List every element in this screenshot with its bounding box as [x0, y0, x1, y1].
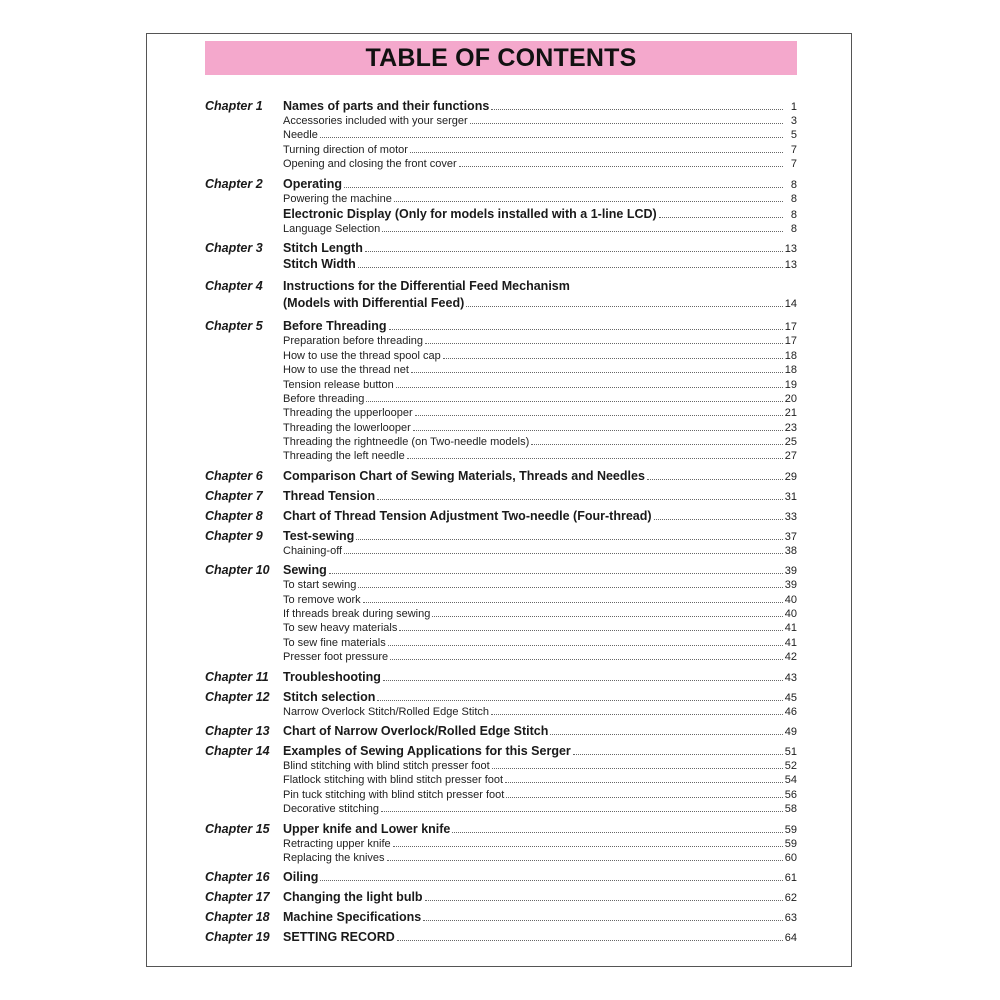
toc-chapter	[205, 869, 797, 885]
chapter-entries	[283, 488, 797, 504]
page-number: 45	[784, 691, 797, 704]
chapter-entries	[283, 176, 797, 237]
toc-section	[283, 869, 797, 885]
dot-leader	[393, 846, 783, 847]
page-number: 52	[784, 759, 797, 772]
toc-subsection	[283, 143, 797, 157]
dot-leader	[452, 832, 782, 833]
dot-leader	[647, 479, 783, 480]
chapter-label: Chapter 7	[205, 488, 263, 503]
page-number: 40	[784, 593, 797, 606]
dot-leader	[491, 714, 783, 715]
toc-subsection	[283, 435, 797, 449]
entry-title: Operating	[283, 176, 343, 191]
page-number: 49	[784, 725, 797, 738]
chapter-label: Chapter 16	[205, 870, 270, 885]
toc-subsection	[283, 421, 797, 435]
dot-leader	[388, 645, 783, 646]
dot-leader	[320, 137, 783, 138]
toc-section	[283, 240, 797, 256]
chapter-label: Chapter 13	[205, 723, 270, 738]
page-number: 62	[784, 892, 797, 905]
entry-title: Machine Specifications	[283, 910, 422, 925]
entry-title: Changing the light bulb	[283, 890, 423, 905]
chapter-entries	[283, 318, 797, 464]
page-number: 41	[784, 622, 797, 635]
entry-title: Presser foot pressure	[283, 651, 389, 664]
toc-chapter	[205, 821, 797, 866]
page-number: 17	[784, 335, 797, 348]
entry-title: Powering the machine	[283, 192, 392, 205]
chapter-entries	[283, 889, 797, 905]
chapter-entries	[283, 528, 797, 558]
toc-section	[283, 689, 797, 705]
toc-section	[283, 723, 797, 739]
document-page	[146, 33, 852, 967]
toc-chapter	[205, 889, 797, 905]
entry-title: Chaining-off	[283, 544, 343, 557]
dot-leader	[531, 444, 783, 445]
entry-title: Chart of Narrow Overlock/Rolled Edge Stitch	[283, 723, 549, 738]
toc-subsection	[283, 222, 797, 236]
dot-leader	[377, 499, 783, 500]
entry-title: Tension release button	[283, 378, 394, 391]
chapter-label: Chapter 8	[205, 508, 263, 523]
dot-leader	[413, 430, 783, 431]
dot-leader	[491, 109, 783, 110]
toc-section	[283, 508, 797, 524]
dot-leader	[425, 343, 783, 344]
dot-leader	[459, 166, 783, 167]
entry-title: Chart of Thread Tension Adjustment Two-needle (Four-thread)	[283, 508, 652, 523]
toc-chapter	[205, 318, 797, 464]
toc-section	[283, 743, 797, 759]
toc-chapter	[205, 98, 797, 172]
chapter-entries	[283, 869, 797, 885]
page-number: 5	[790, 129, 797, 142]
toc-section	[283, 889, 797, 905]
page-number: 33	[784, 510, 797, 523]
page-number: 46	[784, 705, 797, 718]
dot-leader	[443, 358, 783, 359]
toc-subsection	[283, 705, 797, 719]
dot-leader	[659, 217, 783, 218]
entry-title: Stitch selection	[283, 689, 376, 704]
entry-title: To sew heavy materials	[283, 622, 398, 635]
chapter-label: Chapter 17	[205, 890, 270, 905]
toc-chapter	[205, 909, 797, 925]
toc-subsection	[283, 334, 797, 348]
chapter-entries	[283, 689, 797, 719]
page-number: 43	[784, 671, 797, 684]
toc-subsection	[283, 802, 797, 816]
chapter-entries	[283, 909, 797, 925]
entry-title: Comparison Chart of Sewing Materials, Threads and Needles	[283, 468, 645, 483]
page-number: 42	[784, 651, 797, 664]
toc-chapter	[205, 176, 797, 237]
toc-subsection	[283, 363, 797, 377]
page-number: 40	[784, 608, 797, 621]
page-number: 1	[790, 101, 797, 113]
page-number: 51	[784, 745, 797, 758]
chapter-entries	[283, 98, 797, 172]
chapter-entries	[283, 743, 797, 817]
entry-title: Test-sewing	[283, 528, 355, 543]
toc-chapter	[205, 929, 797, 945]
dot-leader	[492, 768, 783, 769]
entry-title: Threading the lowerlooper	[283, 421, 411, 434]
dot-leader	[423, 920, 783, 921]
chapter-label: Chapter 3	[205, 241, 263, 256]
entry-title: Stitch Length	[283, 241, 363, 256]
entry-title: Stitch Width	[283, 257, 356, 272]
dot-leader	[358, 587, 782, 588]
page-number: 54	[784, 774, 797, 787]
page-number: 39	[784, 565, 797, 578]
toc-subsection	[283, 578, 797, 592]
toc-section	[283, 206, 797, 222]
toc-subsection	[283, 621, 797, 635]
chapter-label: Chapter 15	[205, 821, 270, 836]
toc-chapter	[205, 278, 797, 312]
entry-title: Pin tuck stitching with blind stitch presser foot	[283, 788, 505, 801]
page-number: 17	[784, 321, 797, 334]
page-number: 39	[784, 579, 797, 592]
entry-title: Decorative stitching	[283, 803, 379, 816]
page-number: 27	[784, 450, 797, 463]
chapter-entries	[283, 278, 797, 312]
dot-leader	[366, 401, 782, 402]
toc-chapter	[205, 723, 797, 739]
toc-section	[283, 256, 797, 272]
page-number: 3	[790, 115, 797, 127]
dot-leader	[381, 811, 783, 812]
toc-chapter	[205, 240, 797, 272]
toc-section	[283, 909, 797, 925]
entry-title: Opening and closing the front cover	[283, 158, 457, 171]
chapter-entries	[283, 723, 797, 739]
toc-subsection	[283, 449, 797, 463]
toc-subsection	[283, 759, 797, 773]
chapter-entries	[283, 562, 797, 664]
page-number: 8	[790, 192, 797, 205]
entry-title: (Models with Differential Feed)	[283, 296, 465, 311]
page-title: TABLE OF CONTENTS	[365, 43, 637, 72]
toc-section	[283, 488, 797, 504]
chapter-entries	[283, 821, 797, 866]
toc-subsection	[283, 788, 797, 802]
page-number: 29	[784, 470, 797, 483]
toc-subsection	[283, 593, 797, 607]
chapter-entries	[283, 240, 797, 272]
dot-leader	[432, 616, 782, 617]
page-number: 18	[784, 364, 797, 377]
page-number: 58	[784, 803, 797, 816]
chapter-label: Chapter 11	[205, 669, 269, 684]
dot-leader	[344, 187, 783, 188]
toc-section	[283, 295, 797, 312]
chapter-label: Chapter 4	[205, 279, 263, 294]
toc-subsection	[283, 851, 797, 865]
toc-subsection	[283, 650, 797, 664]
page-number: 25	[784, 436, 797, 449]
dot-leader	[654, 519, 783, 520]
dot-leader	[377, 700, 782, 701]
dot-leader	[466, 306, 782, 307]
dot-leader	[320, 880, 782, 881]
dot-leader	[506, 797, 782, 798]
page-number: 60	[784, 851, 797, 864]
dot-leader	[358, 267, 783, 268]
chapter-entries	[283, 508, 797, 524]
entry-title: Thread Tension	[283, 488, 376, 503]
dot-leader	[329, 573, 783, 574]
page-number: 13	[784, 259, 797, 272]
chapter-label: Chapter 18	[205, 910, 270, 925]
page-number: 13	[784, 243, 797, 256]
chapter-entries	[283, 468, 797, 484]
chapter-label: Chapter 1	[205, 99, 263, 113]
dot-leader	[415, 415, 783, 416]
toc-section	[283, 468, 797, 484]
chapter-label: Chapter 10	[205, 563, 270, 578]
dot-leader	[410, 152, 783, 153]
entry-title: Turning direction of motor	[283, 143, 408, 156]
chapter-label: Chapter 6	[205, 468, 263, 483]
entry-title: SETTING RECORD	[283, 930, 395, 945]
toc-chapter	[205, 528, 797, 558]
entry-title: Before threading	[283, 392, 365, 405]
page-number: 37	[784, 530, 797, 543]
entry-title: Threading the rightneedle (on Two-needle models)	[283, 436, 530, 449]
page-number: 23	[784, 421, 797, 434]
toc-section	[283, 669, 797, 685]
toc-subsection	[283, 114, 797, 128]
toc-chapter	[205, 508, 797, 524]
dot-leader	[383, 680, 783, 681]
dot-leader	[396, 387, 783, 388]
chapter-label: Chapter 19	[205, 930, 270, 945]
toc-section	[283, 278, 797, 295]
title-banner	[205, 41, 797, 75]
page-number: 59	[784, 837, 797, 850]
page-number: 31	[784, 490, 797, 503]
dot-leader	[356, 539, 782, 540]
toc-section	[283, 98, 797, 114]
toc-subsection	[283, 157, 797, 171]
entry-title: To start sewing	[283, 579, 357, 592]
entry-title: To remove work	[283, 593, 361, 606]
toc-subsection	[283, 544, 797, 558]
toc-section	[283, 821, 797, 837]
entry-title: Before Threading	[283, 319, 387, 334]
entry-title: Flatlock stitching with blind stitch presser foot	[283, 774, 504, 787]
toc-subsection	[283, 607, 797, 621]
entry-title: If threads break during sewing	[283, 608, 431, 621]
dot-leader	[363, 602, 783, 603]
page-number: 59	[784, 823, 797, 836]
page-number: 56	[784, 788, 797, 801]
entry-title: Threading the upperlooper	[283, 407, 413, 420]
dot-leader	[505, 782, 783, 783]
entry-title: Language Selection	[283, 222, 381, 235]
page-number: 8	[790, 178, 797, 191]
dot-leader	[407, 458, 783, 459]
entry-title: Oiling	[283, 870, 319, 885]
toc-subsection	[283, 378, 797, 392]
page-number: 21	[784, 407, 797, 420]
dot-leader	[387, 860, 783, 861]
dot-leader	[397, 940, 783, 941]
dot-leader	[390, 659, 783, 660]
entry-title: Upper knife and Lower knife	[283, 821, 451, 836]
dot-leader	[399, 630, 782, 631]
page-number: 18	[784, 349, 797, 362]
toc-chapter	[205, 562, 797, 664]
entry-title: Needle	[283, 129, 318, 142]
entry-title: Replacing the knives	[283, 851, 385, 864]
dot-leader	[365, 251, 783, 252]
entry-title: Retracting upper knife	[283, 837, 391, 850]
dot-leader	[382, 231, 783, 232]
chapter-label: Chapter 12	[205, 689, 270, 704]
entry-title: Preparation before threading	[283, 335, 424, 348]
entry-title: Examples of Sewing Applications for this Serger	[283, 743, 571, 758]
chapter-label: Chapter 2	[205, 176, 263, 191]
toc-section	[283, 929, 797, 945]
entry-title: Threading the left needle	[283, 450, 405, 463]
toc-chapter	[205, 743, 797, 817]
toc-chapter	[205, 488, 797, 504]
page-number: 61	[784, 872, 797, 885]
toc-subsection	[283, 192, 797, 206]
page-number: 8	[790, 208, 797, 221]
dot-leader	[394, 201, 783, 202]
entry-title: Accessories included with your serger	[283, 115, 468, 127]
dot-leader	[573, 754, 783, 755]
chapter-label: Chapter 14	[205, 743, 270, 758]
entry-title: Electronic Display (Only for models installed with a 1-line LCD)	[283, 206, 657, 221]
entry-title: To sew fine materials	[283, 636, 386, 649]
page-number: 7	[790, 158, 797, 171]
entry-title: Names of parts and their functions	[283, 99, 490, 113]
toc-subsection	[283, 837, 797, 851]
page-number: 8	[790, 222, 797, 235]
entry-title: Blind stitching with blind stitch presser foot	[283, 759, 490, 772]
dot-leader	[411, 372, 783, 373]
page-number: 63	[784, 912, 797, 925]
page-number: 19	[784, 378, 797, 391]
dot-leader	[550, 734, 782, 735]
entry-title: How to use the thread net	[283, 364, 409, 377]
toc-section	[283, 528, 797, 544]
page-number: 14	[784, 298, 797, 311]
chapter-label: Chapter 9	[205, 528, 263, 543]
page-number: 64	[784, 932, 797, 945]
page-number: 7	[790, 143, 797, 156]
entry-title: Narrow Overlock Stitch/Rolled Edge Stitch	[283, 705, 490, 718]
toc-subsection	[283, 392, 797, 406]
toc-section	[283, 176, 797, 192]
chapter-entries	[283, 929, 797, 945]
entry-title: Sewing	[283, 563, 327, 578]
page-number: 41	[784, 636, 797, 649]
entry-title: How to use the thread spool cap	[283, 349, 441, 362]
dot-leader	[425, 900, 783, 901]
dot-leader	[470, 123, 783, 124]
entry-title: Instructions for the Differential Feed Mechanism	[283, 279, 570, 294]
dot-leader	[389, 329, 783, 330]
chapter-entries	[283, 669, 797, 685]
toc-subsection	[283, 406, 797, 420]
toc-chapter	[205, 689, 797, 719]
toc-subsection	[283, 636, 797, 650]
table-of-contents	[205, 94, 797, 945]
page-number: 38	[784, 544, 797, 557]
page-number: 20	[784, 392, 797, 405]
chapter-label: Chapter 5	[205, 319, 263, 334]
toc-subsection	[283, 349, 797, 363]
toc-section	[283, 562, 797, 578]
entry-title: Troubleshooting	[283, 669, 381, 684]
toc-section	[283, 318, 797, 334]
dot-leader	[344, 553, 783, 554]
toc-subsection	[283, 773, 797, 787]
toc-chapter	[205, 669, 797, 685]
toc-chapter	[205, 468, 797, 484]
toc-subsection	[283, 128, 797, 142]
